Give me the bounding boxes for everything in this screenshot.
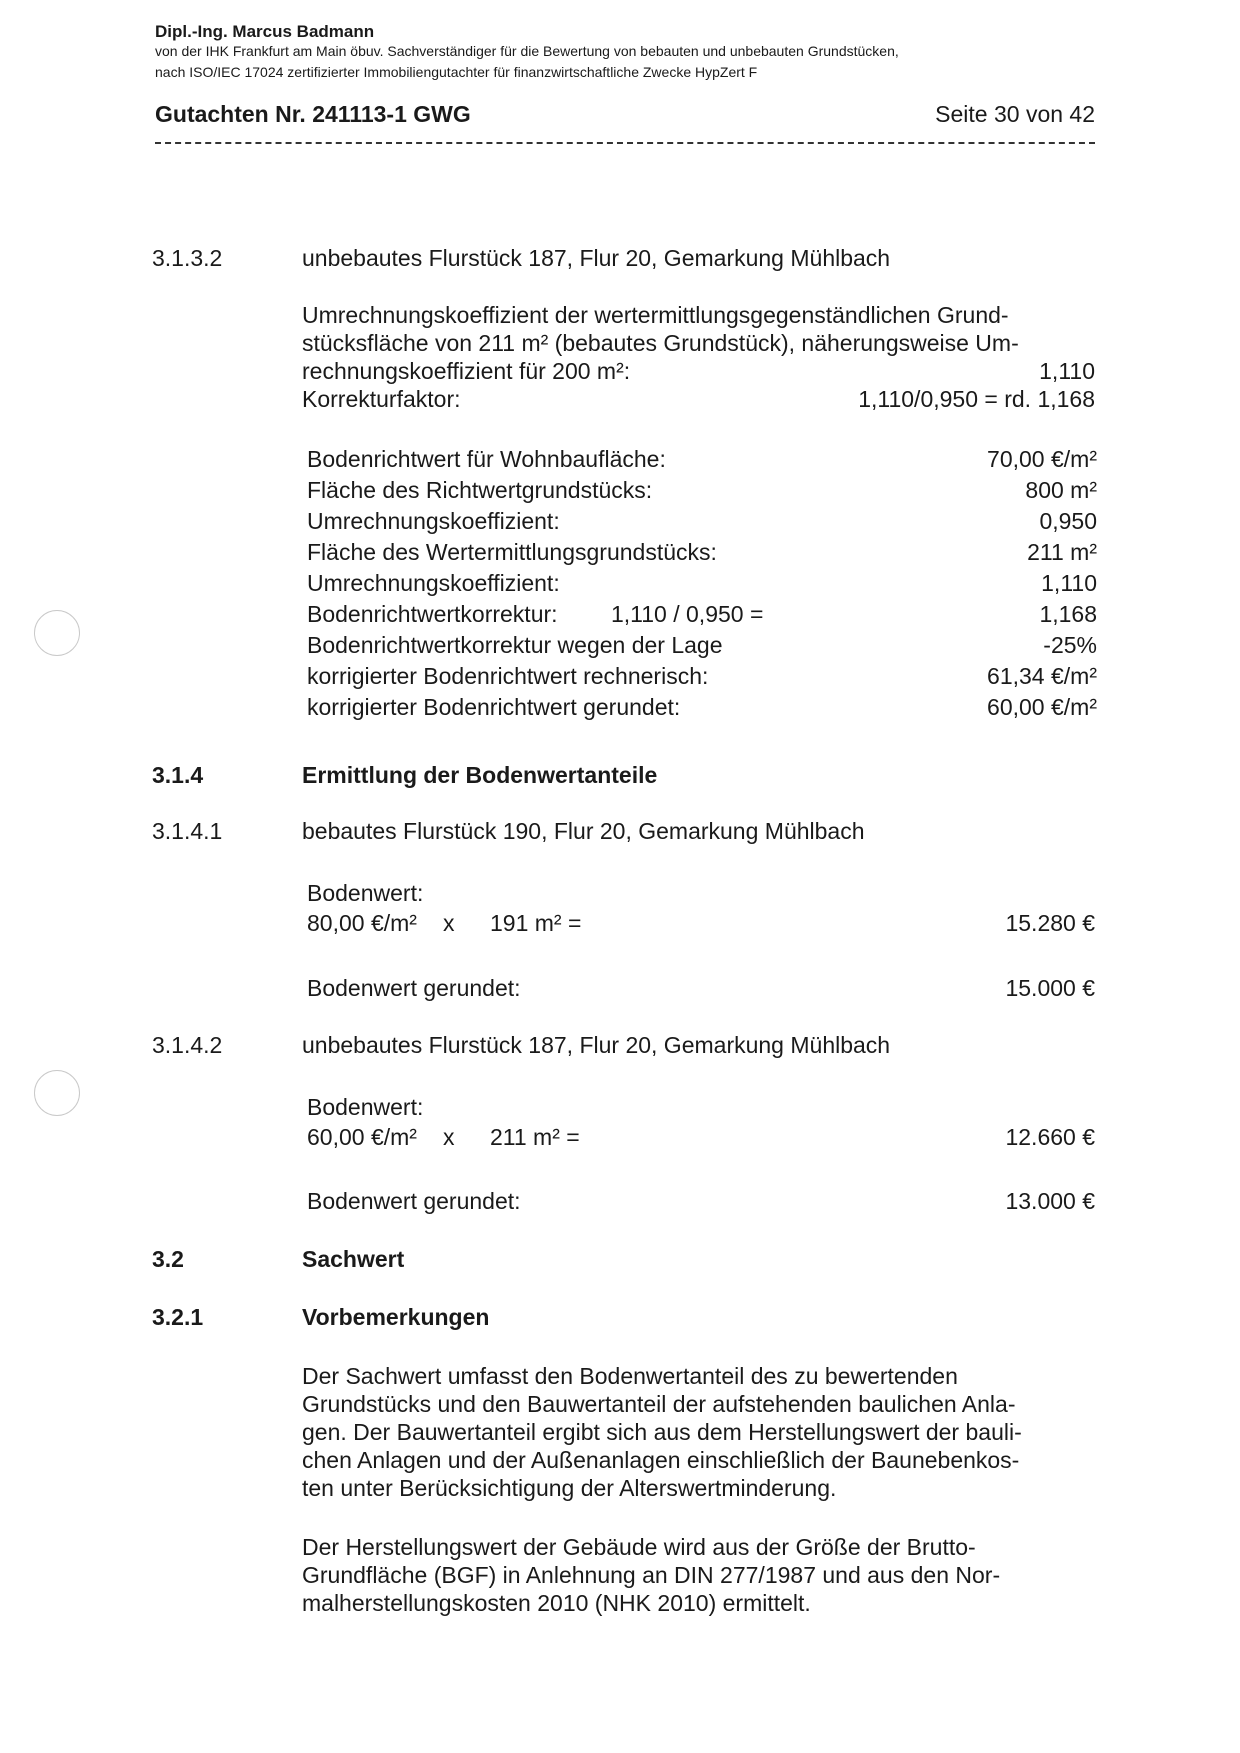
land-value-table	[307, 444, 1097, 723]
author-qualification-line2: nach ISO/IEC 17024 zertifizierter Immobiliengutachter für finanzwirtschaftliche Zwecke HypZert F	[155, 64, 758, 80]
section-number: 3.1.3.2	[152, 245, 223, 271]
table-row	[307, 692, 1097, 723]
table-row	[307, 537, 1097, 568]
correction-factor-label: Korrekturfaktor:	[302, 386, 461, 412]
row-value: 211 m²	[1027, 539, 1097, 565]
land-value-label: Bodenwert:	[307, 880, 424, 906]
row-label: korrigierter Bodenrichtwert rechnerisch:	[307, 663, 709, 689]
row-label: Fläche des Wertermittlungsgrundstücks:	[307, 539, 717, 565]
row-label: Bodenrichtwertkorrektur wegen der Lage	[307, 632, 723, 658]
table-row	[307, 599, 1097, 630]
punch-hole	[34, 610, 80, 656]
calc-area: 211 m² =	[490, 1124, 580, 1150]
punch-hole	[34, 1070, 80, 1116]
section-title: unbebautes Flurstück 187, Flur 20, Gemarkung Mühlbach	[302, 245, 891, 271]
row-label: Bodenrichtwert für Wohnbaufläche:	[307, 446, 666, 472]
author-name: Dipl.-Ing. Marcus Badmann	[155, 22, 375, 41]
intro-line: Umrechnungskoeffizient der wertermittlungsgegenständlichen Grund-	[302, 302, 1009, 328]
calc-operator: x	[443, 910, 455, 936]
calc-result: 12.660 €	[1005, 1124, 1095, 1150]
page-number: Seite 30 von 42	[935, 101, 1095, 127]
row-value: 1,110	[1041, 570, 1097, 596]
calc-result: 15.280 €	[1005, 910, 1095, 936]
paragraph-line: Der Herstellungswert der Gebäude wird aus der Größe der Brutto-	[302, 1534, 976, 1560]
section-number: 3.2.1	[152, 1304, 204, 1330]
table-row	[307, 568, 1097, 599]
section-title: Sachwert	[302, 1246, 405, 1272]
section-number: 3.2	[152, 1246, 184, 1272]
section-number: 3.1.4.1	[152, 818, 223, 844]
intro-line: rechnungskoeffizient für 200 m²:	[302, 358, 631, 384]
correction-factor-value: 1,110/0,950 = rd. 1,168	[858, 386, 1095, 412]
paragraph-preliminary	[302, 1362, 1097, 1502]
row-formula: 1,110 / 0,950 =	[611, 601, 764, 627]
calc-rate: 60,00 €/m²	[307, 1124, 417, 1150]
rounded-value: 15.000 €	[1005, 975, 1095, 1001]
table-row	[307, 661, 1097, 692]
paragraph-line: ten unter Berücksichtigung der Alterswertminderung.	[302, 1475, 837, 1501]
row-value: 61,34 €/m²	[987, 663, 1097, 689]
paragraph-line: Grundstücks und den Bauwertanteil der aufstehenden baulichen Anla-	[302, 1391, 1016, 1417]
rounded-value: 13.000 €	[1005, 1188, 1095, 1214]
report-title: Gutachten Nr. 241113-1 GWG	[155, 101, 471, 127]
land-value-label: Bodenwert:	[307, 1094, 424, 1120]
calc-area: 191 m² =	[490, 910, 582, 936]
table-row	[307, 475, 1097, 506]
section-title: bebautes Flurstück 190, Flur 20, Gemarkung Mühlbach	[302, 818, 865, 844]
row-value: -25%	[1043, 632, 1097, 658]
rounded-label: Bodenwert gerundet:	[307, 1188, 521, 1214]
section-number: 3.1.4	[152, 762, 204, 788]
intro-line: stücksfläche von 211 m² (bebautes Grundstück), näherungsweise Um-	[302, 330, 1019, 356]
row-label: Bodenrichtwertkorrektur:	[307, 601, 558, 627]
section-title: Ermittlung der Bodenwertanteile	[302, 762, 658, 788]
paragraph-construction-value	[302, 1533, 1097, 1617]
header-divider	[155, 142, 1095, 144]
section-title: Vorbemerkungen	[302, 1304, 490, 1330]
row-value: 70,00 €/m²	[987, 446, 1097, 472]
paragraph-line: gen. Der Bauwertanteil ergibt sich aus dem Herstellungswert der bauli-	[302, 1419, 1022, 1445]
calc-operator: x	[443, 1124, 455, 1150]
row-label: Umrechnungskoeffizient:	[307, 508, 560, 534]
intro-value: 1,110	[1039, 358, 1095, 384]
row-value: 60,00 €/m²	[987, 694, 1097, 720]
paragraph-line: chen Anlagen und der Außenanlagen einschließlich der Baunebenkos-	[302, 1447, 1020, 1473]
paragraph-line: Grundfläche (BGF) in Anlehnung an DIN 277/1987 und aus den Nor-	[302, 1562, 1001, 1588]
paragraph-line: malherstellungskosten 2010 (NHK 2010) ermittelt.	[302, 1590, 811, 1616]
paragraph-line: Der Sachwert umfasst den Bodenwertanteil des zu bewertenden	[302, 1363, 958, 1389]
section-title: unbebautes Flurstück 187, Flur 20, Gemarkung Mühlbach	[302, 1032, 891, 1058]
rounded-label: Bodenwert gerundet:	[307, 975, 521, 1001]
row-value: 800 m²	[1025, 477, 1097, 503]
table-row	[307, 444, 1097, 475]
section-number: 3.1.4.2	[152, 1032, 223, 1058]
table-row	[307, 630, 1097, 661]
calc-rate: 80,00 €/m²	[307, 910, 417, 936]
table-row	[307, 506, 1097, 537]
row-label: korrigierter Bodenrichtwert gerundet:	[307, 694, 681, 720]
row-label: Fläche des Richtwertgrundstücks:	[307, 477, 653, 503]
author-qualification-line1: von der IHK Frankfurt am Main öbuv. Sachverständiger für die Bewertung von bebauten und unbebauten Grundstücken,	[155, 43, 899, 59]
row-label: Umrechnungskoeffizient:	[307, 570, 560, 596]
row-value: 0,950	[1039, 508, 1097, 534]
row-value: 1,168	[1039, 601, 1097, 627]
